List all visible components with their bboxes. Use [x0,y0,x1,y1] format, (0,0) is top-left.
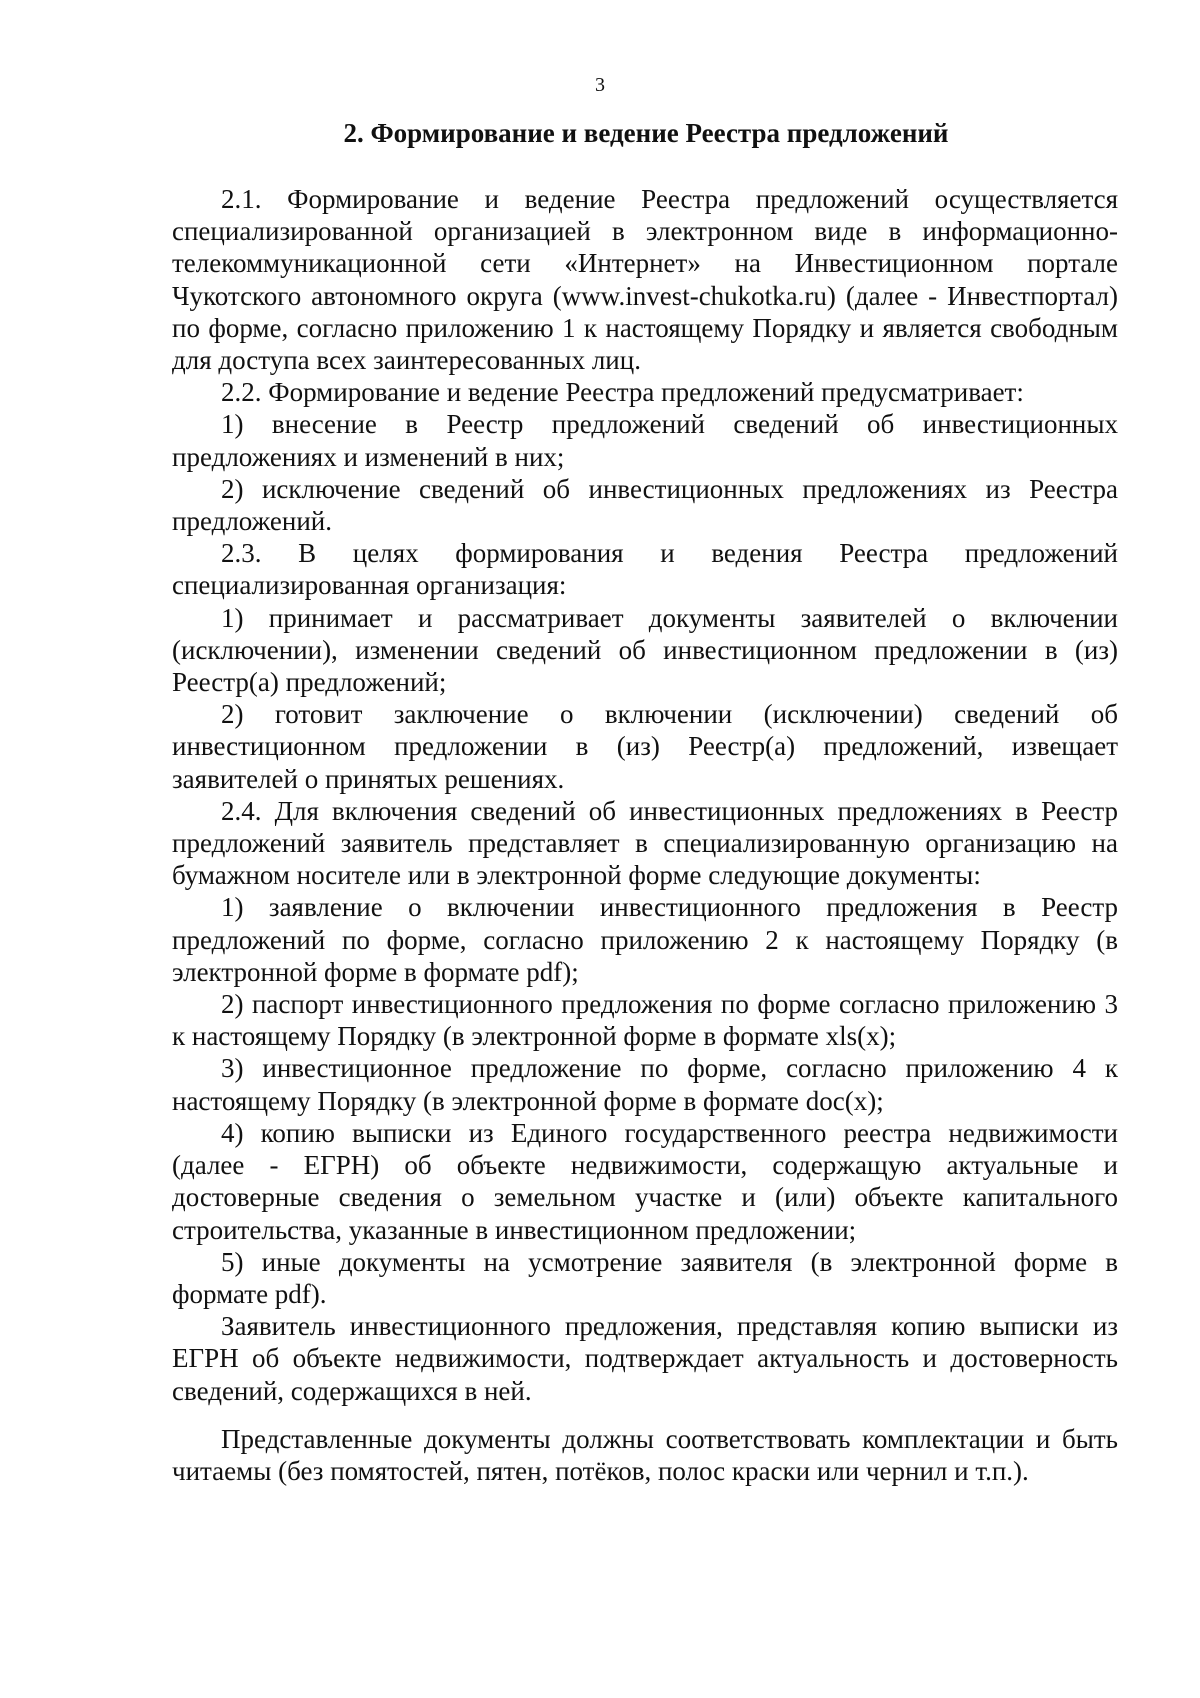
list-item-2-4-1: 1) заявление о включении инвестиционного предложения в Реестр предложений по форме, согласно приложению 2 к настоящему Порядку (в электронной форме в формате pdf); [172,892,1118,987]
section-title: 2. Формирование и ведение Реестра предложений [343,118,949,148]
paragraph-2-2: 2.2. Формирование и ведение Реестра предложений предусматривает: [221,377,1024,408]
list-item-2-4-5: 5) иные документы на усмотрение заявителя (в электронной форме в формате pdf). [172,1246,1118,1309]
paragraph-documents-requirements: Представленные документы должны соответствовать комплектации и быть читаемы (без помятостей, пятен, потёков, полос краски или чернил и т.п.). [172,1423,1118,1486]
list-item-2-4-2: 2) паспорт инвестиционного предложения по форме согласно приложению 3 к настоящему Порядку (в электронной форме в формате xls(x); [172,989,1118,1052]
list-item-2-3-2: 2) готовит заключение о включении (исключении) сведений об инвестиционном предложении в (из) Реестр(а) предложений, извещает заявителей о принятых решениях. [172,699,1118,794]
list-item-2-2-1: 1) внесение в Реестр предложений сведений об инвестиционных предложениях и изменений в них; [172,409,1118,472]
document-body [172,183,1118,1487]
paragraph-applicant-note: Заявитель инвестиционного предложения, представляя копию выписки из ЕГРН об объекте недвижимости, подтверждает актуальность и достоверность сведений, содержащихся в ней. [172,1311,1118,1406]
paragraph-2-3: 2.3. В целях формирования и ведения Реестра предложений специализированная организация: [172,538,1118,601]
list-item-2-3-1: 1) принимает и рассматривает документы заявителей о включении (исключении), изменении сведений об инвестиционном предложении в (из) Реестр(а) предложений; [172,602,1118,698]
page-number: 3 [595,74,605,96]
paragraph-2-4: 2.4. Для включения сведений об инвестиционных предложениях в Реестр предложений заявитель представляет в специализированную организацию на бумажном носителе или в электронной форме следующие документы: [172,795,1118,891]
list-item-2-4-3: 3) инвестиционное предложение по форме, согласно приложению 4 к настоящему Порядку (в электронной форме в формате doc(x); [172,1053,1118,1116]
list-item-2-4-4: 4) копию выписки из Единого государственного реестра недвижимости (далее - ЕГРН) об объекте недвижимости, содержащую актуальные и достоверные сведения о земельном участке и (или) объекте капитального строительства, указанные в инвестиционном предложении; [172,1117,1118,1245]
paragraph-2-1: 2.1. Формирование и ведение Реестра предложений осуществляется специализированной организацией в электронном виде в информационно-телекоммуникационной сети «Интернет» на Инвестиционном портале Чукотского автономного округа (www.invest-chukotka.ru) (далее - Инвестпортал) по форме, согласно приложению 1 к настоящему Порядку и является свободным для доступа всех заинтересованных лиц. [172,184,1118,376]
list-item-2-2-2: 2) исключение сведений об инвестиционных предложениях из Реестра предложений. [172,473,1118,537]
